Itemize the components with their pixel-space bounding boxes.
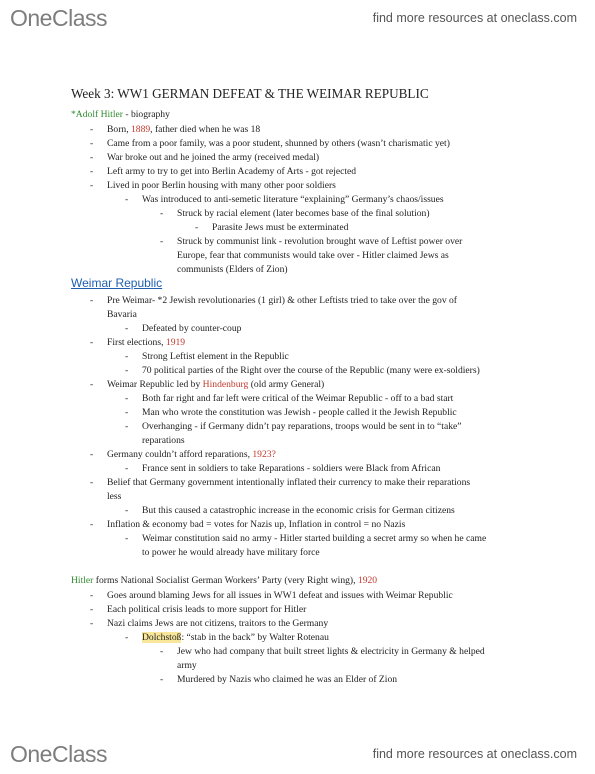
bullet-dash: - <box>160 208 164 219</box>
bullet-berlin-housing: Lived in poor Berlin housing with many other poor soldiers <box>107 180 336 191</box>
bullet-dolchstoss <box>142 632 329 644</box>
text: Weimar Republic led by <box>107 379 203 390</box>
bullet-first-elections <box>107 337 185 349</box>
text: forms National Socialist German Workers’ Party (very Right wing), <box>93 575 358 586</box>
election-year: 1919 <box>165 337 186 348</box>
bullet-blaming-jews: Goes around blaming Jews for all issues in WW1 defeat and issues with Weimar Republic <box>107 590 453 601</box>
text: , father died when he was 18 <box>150 124 261 135</box>
bullet-constitution-jewish: Man who wrote the constitution was Jewish - people called it the Jewish Republic <box>142 407 457 418</box>
bullet-secret-army-1: Weimar constitution said no army - Hitler started building a secret army so when he came <box>142 533 487 544</box>
bullet-dash: - <box>90 180 94 191</box>
bullet-antisemetic-literature: Was introduced to anti-semetic literature “explaining” Germany’s chaos/issues <box>142 194 444 205</box>
bullet-dash: - <box>90 166 94 177</box>
bullet-dash: - <box>125 393 129 404</box>
hitler-biography-heading <box>71 109 170 121</box>
bullet-secret-army-2: to power he would already have military force <box>142 547 320 558</box>
bullet-economic-crisis: But this caused a catastrophic increase in the economic crisis for German citizens <box>142 505 455 516</box>
bullet-war: War broke out and he joined the army (received medal) <box>107 152 320 163</box>
bullet-dash: - <box>125 194 129 205</box>
bullet-murdered: Murdered by Nazis who claimed he was an Elder of Zion <box>177 674 398 685</box>
bullet-leftist-element: Strong Leftist element in the Republic <box>142 351 289 362</box>
bullet-dash: - <box>125 505 129 516</box>
page-title: Week 3: WW1 GERMAN DEFEAT & THE WEIMAR REPUBLIC <box>71 86 429 101</box>
bullet-dash: - <box>125 323 129 334</box>
bullet-overhanging-2: reparations <box>142 435 185 446</box>
text: Germany couldn’t afford reparations, <box>107 449 253 460</box>
bullet-rotenau-company-1: Jew who had company that built street lights & electricity in Germany & helped <box>177 646 485 657</box>
bullet-dash: - <box>125 632 129 643</box>
bullet-dash: - <box>195 222 199 233</box>
nsdap-heading <box>71 575 377 587</box>
bullet-born <box>107 124 260 136</box>
bullet-dash: - <box>90 138 94 149</box>
find-resources-link[interactable]: find more resources at oneclass.com <box>372 747 577 761</box>
svg-text:OneClass: OneClass <box>10 741 107 767</box>
hindenburg-name: Hindenburg <box>202 379 249 390</box>
bullet-dash: - <box>90 295 94 306</box>
bullet-not-citizens: Nazi claims Jews are not citizens, traitors to the Germany <box>107 618 329 629</box>
bullet-dash: - <box>125 407 129 418</box>
bullet-racial-element: Struck by racial element (later becomes base of the final solution) <box>177 208 430 219</box>
bullet-dash: - <box>160 236 164 247</box>
bullet-dash: - <box>90 618 94 629</box>
star-marker: * <box>71 109 76 120</box>
hitler-name: Hitler <box>71 575 94 586</box>
bullet-dash: - <box>90 449 94 460</box>
svg-text:OneClass: OneClass <box>10 5 107 31</box>
bullet-dash: - <box>90 337 94 348</box>
bullet-hindenburg <box>107 379 324 391</box>
bullet-inflated-currency-1: Belief that Germany government intentionally inflated their currency to make their reparations <box>107 477 471 488</box>
bullet-dash: - <box>125 351 129 362</box>
reparations-year: 1923? <box>252 449 276 460</box>
hitler-name: Adolf Hitler <box>75 109 123 120</box>
bullet-dash: - <box>90 477 94 488</box>
bullet-inflation-votes: Inflation & economy bad = votes for Nazis up, Inflation in control = no Nazis <box>107 519 406 530</box>
text: (old army General) <box>248 379 325 390</box>
bullet-70-parties: 70 political parties of the Right over the course of the Republic (many were ex-soldiers) <box>142 365 480 376</box>
birth-year: 1889 <box>130 124 151 135</box>
bullet-dash: - <box>90 152 94 163</box>
dolchstoss-term: Dolchstoß <box>142 632 182 643</box>
heading-suffix: - biography <box>122 109 170 120</box>
bullet-counter-coup: Defeated by counter-coup <box>142 323 242 334</box>
bullet-academy: Left army to try to get into Berlin Academy of Arts - got rejected <box>107 166 357 177</box>
bullet-far-right-left: Both far right and far left were critical of the Weimar Republic - off to a bad start <box>142 393 454 404</box>
bullet-dash: - <box>160 646 164 657</box>
bullet-political-crisis: Each political crisis leads to more support for Hitler <box>107 604 307 615</box>
bullet-france-soldiers: France sent in soldiers to take Reparations - soldiers were Black from African <box>142 463 441 474</box>
bullet-overhanging-1: Overhanging - if Germany didn’t pay reparations, troops would be sent in to “take” <box>142 421 462 432</box>
bullet-dash: - <box>125 463 129 474</box>
find-resources-link[interactable]: find more resources at oneclass.com <box>372 11 577 25</box>
bullet-pre-weimar-1: Pre Weimar- *2 Jewish revolutionaries (1 girl) & other Leftists tried to take over the gov of <box>107 295 458 306</box>
bullet-dash: - <box>90 590 94 601</box>
weimar-republic-heading[interactable]: Weimar Republic <box>71 276 163 290</box>
bullet-dash: - <box>90 604 94 615</box>
bullet-dash: - <box>90 124 94 135</box>
bullet-communist-link-2: Europe, fear that communists would take over - Hitler claimed Jews as <box>177 250 449 261</box>
text: First elections, <box>107 337 166 348</box>
bullet-communist-link-1: Struck by communist link - revolution brought wave of Leftist power over <box>177 236 463 247</box>
bullet-dash: - <box>125 365 129 376</box>
page-footer <box>0 740 595 770</box>
bullet-rotenau-company-2: army <box>177 660 197 671</box>
bullet-dash: - <box>160 674 164 685</box>
bullet-parasite: Parasite Jews must be exterminated <box>212 222 349 233</box>
party-year: 1920 <box>357 575 378 586</box>
bullet-inflated-currency-2: less <box>107 491 122 502</box>
text: : “stab in the back” by Walter Rotenau <box>181 632 329 643</box>
bullet-dash: - <box>90 379 94 390</box>
bullet-communist-link-3: communists (Elders of Zion) <box>177 264 288 275</box>
text: Born, <box>107 124 131 135</box>
bullet-dash: - <box>125 421 129 432</box>
bullet-dash: - <box>125 533 129 544</box>
oneclass-logo[interactable] <box>10 740 118 774</box>
bullet-reparations <box>107 449 276 461</box>
bullet-poor-family: Came from a poor family, was a poor student, shunned by others (wasn’t charismatic yet) <box>107 138 450 149</box>
oneclass-logo-icon <box>10 740 118 768</box>
bullet-pre-weimar-2: Bavaria <box>107 309 137 320</box>
bullet-dash: - <box>90 519 94 530</box>
